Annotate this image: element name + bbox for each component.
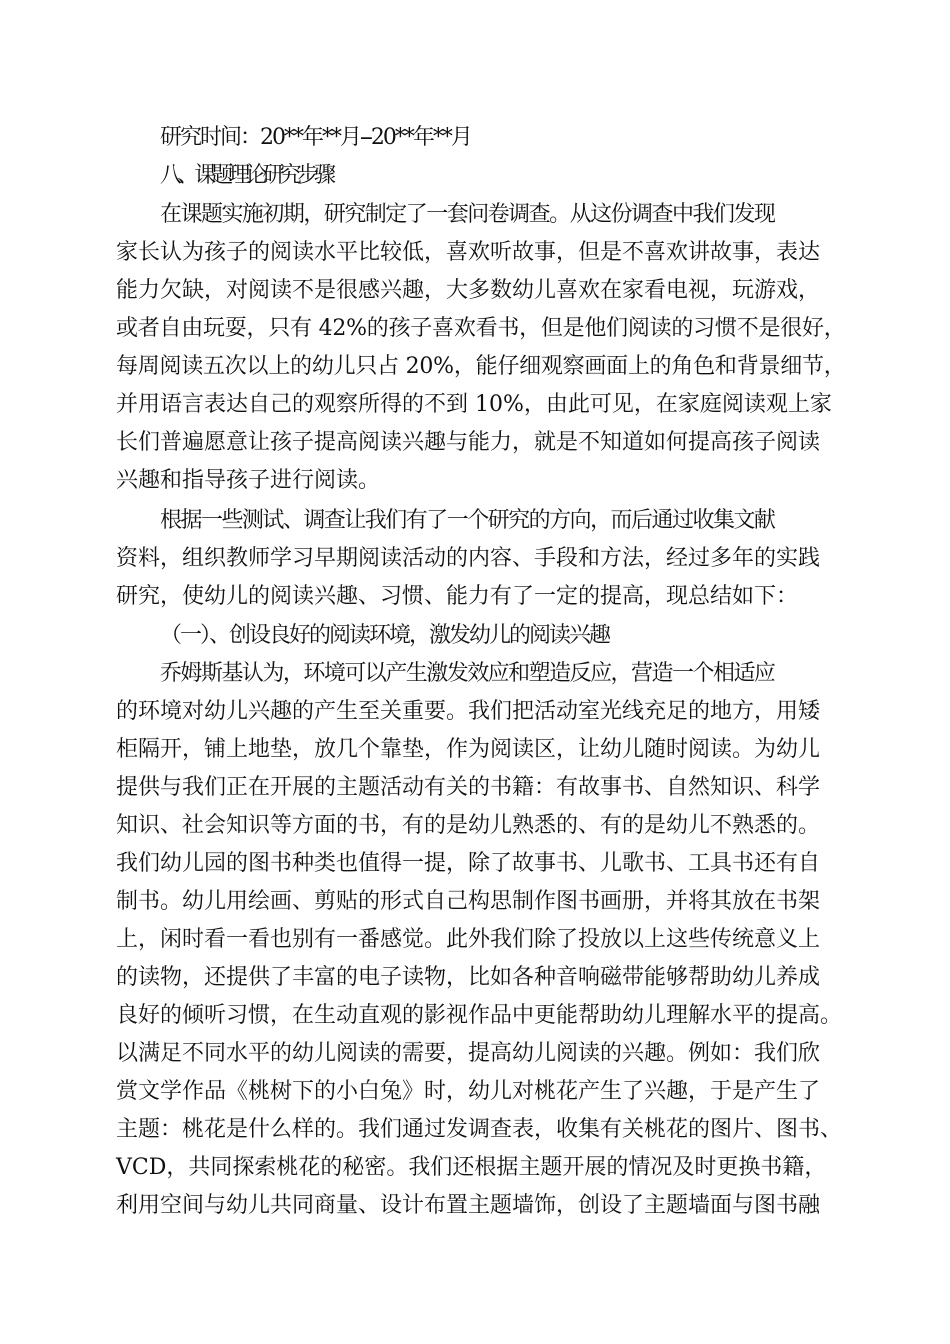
text-line: 上，闲时看一看也别有一番感觉。此外我们除了投放以上这些传统意义上 <box>116 927 821 952</box>
text-line: 资料，组织教师学习早期阅读活动的内容、手段和方法，经过多年的实践 <box>116 546 821 571</box>
text-line: 知识、社会知识等方面的书，有的是幼儿熟悉的、有的是幼儿不熟悉的。 <box>116 813 821 838</box>
text-line: 长们普遍愿意让孩子提高阅读兴趣与能力，就是不知道如何提高孩子阅读 <box>116 430 821 455</box>
text-line: 能力欠缺，对阅读不是很感兴趣，大多数幼儿喜欢在家看电视，玩游戏， <box>116 278 821 303</box>
text-line: 或者自由玩耍，只有 42%的孩子喜欢看书，但是他们阅读的习惯不是很好， <box>116 316 846 341</box>
text-line: 提供与我们正在开展的主题活动有关的书籍：有故事书、自然知识、科学 <box>116 775 821 800</box>
text-line: 我们幼儿园的图书种类也值得一提，除了故事书、儿歌书、工具书还有自 <box>116 851 821 876</box>
text-line: 柜隔开，铺上地垫，放几个靠垫，作为阅读区，让幼儿随时阅读。为幼儿 <box>116 737 821 762</box>
subsection-heading: （一）、创设良好的阅读环境，激发幼儿的阅读兴趣 <box>160 623 610 648</box>
text-line: 赏文学作品《桃树下的小白兔》时，幼儿对桃花产生了兴趣，于是产生了 <box>116 1079 821 1104</box>
text-line: 的环境对幼儿兴趣的产生至关重要。我们把活动室光线充足的地方，用矮 <box>116 699 821 724</box>
text-line: 研究，使幼儿的阅读兴趣、习惯、能力有了一定的提高，现总结如下： <box>116 584 799 609</box>
text-line: 每周阅读五次以上的幼儿只占 20%，能仔细观察画面上的角色和背景细节， <box>116 354 846 379</box>
text-line: 家长认为孩子的阅读水平比较低，喜欢听故事，但是不喜欢讲故事，表达 <box>116 240 821 265</box>
text-line: 乔姆斯基认为，环境可以产生激发效应和塑造反应，营造一个相适应 <box>160 661 775 686</box>
text-line: 主题：桃花是什么样的。我们通过发调查表，收集有关桃花的图片、图书、 <box>116 1117 843 1142</box>
text-line: 在课题实施初期，研究制定了一套问卷调查。从这份调查中我们发现 <box>160 202 775 227</box>
text-line: 并用语言表达自己的观察所得的不到 10%，由此可见，在家庭阅读观上家 <box>116 392 832 417</box>
text-line: 研究时间：20**年**月--20**年**月 <box>160 125 471 150</box>
text-line: 兴趣和指导孩子进行阅读。 <box>116 468 381 493</box>
text-line: 良好的倾听习惯，在生动直观的影视作品中更能帮助幼儿理解水平的提高。 <box>116 1003 843 1028</box>
text-line: 制书。幼儿用绘画、剪贴的形式自己构思制作图书画册，并将其放在书架 <box>116 889 821 914</box>
text-line: VCD，共同探索桃花的秘密。我们还根据主题开展的情况及时更换书籍， <box>116 1155 827 1180</box>
text-line: 的读物，还提供了丰富的电子读物，比如各种音响磁带能够帮助幼儿养成 <box>116 965 821 990</box>
text-line: 以满足不同水平的幼儿阅读的需要，提高幼儿阅读的兴趣。例如：我们欣 <box>116 1041 821 1066</box>
text-line: 根据一些测试、调查让我们有了一个研究的方向，而后通过收集文献 <box>160 508 775 533</box>
section-heading: 八、课题理论研究步骤 <box>160 163 332 188</box>
text-line: 利用空间与幼儿共同商量、设计布置主题墙饰，创设了主题墙面与图书融 <box>116 1193 821 1218</box>
